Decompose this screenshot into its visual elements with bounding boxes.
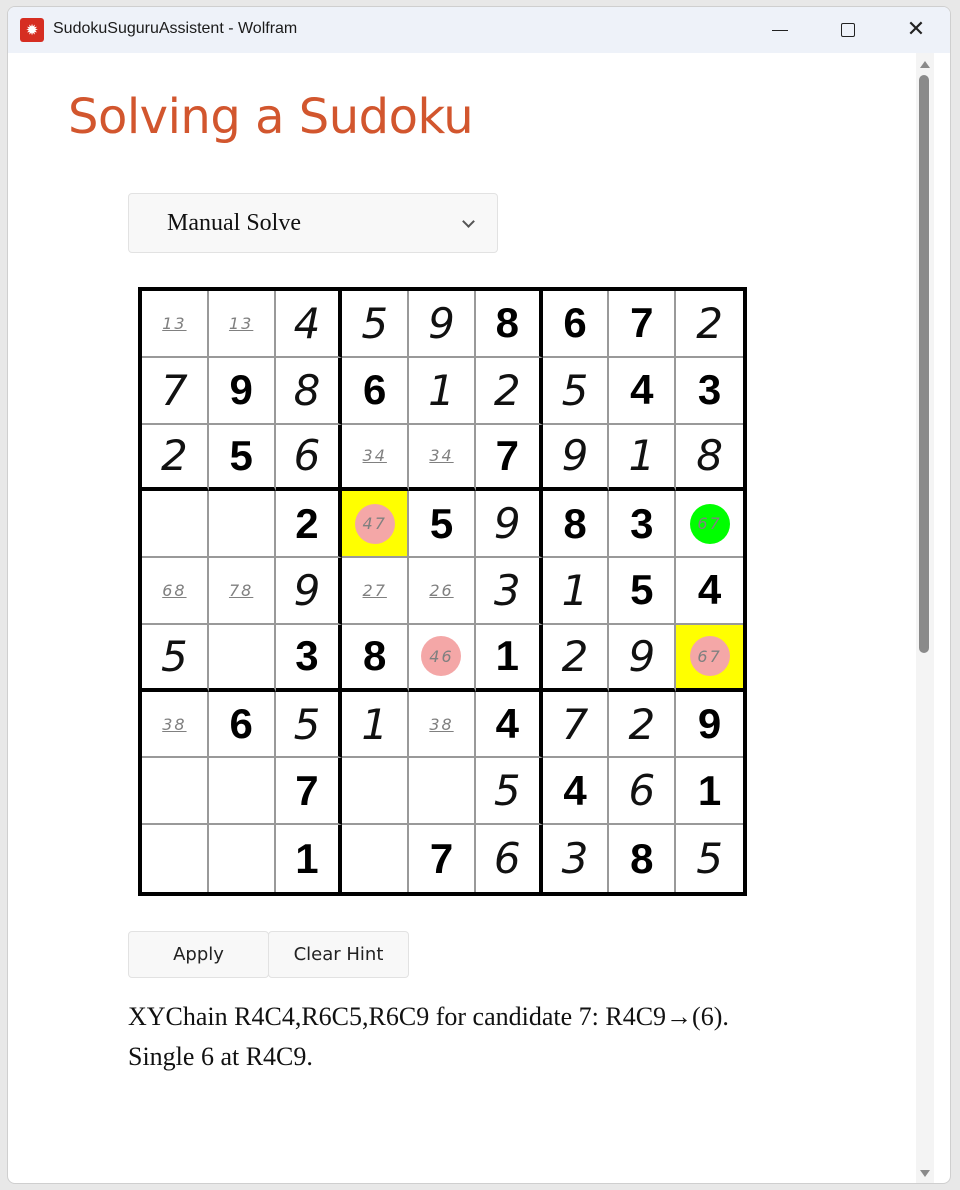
cell-r6c7[interactable] xyxy=(543,625,610,692)
solved-digit: 1 xyxy=(561,565,589,615)
solve-mode-value: Manual Solve xyxy=(167,209,301,236)
scroll-up-arrow-icon[interactable] xyxy=(920,61,930,68)
given-digit: 8 xyxy=(363,632,387,680)
cell-r1c5[interactable] xyxy=(409,291,476,358)
title-bar xyxy=(8,7,950,53)
solved-digit: 4 xyxy=(293,298,321,348)
solved-digit: 5 xyxy=(161,631,188,681)
hint-explanation xyxy=(128,997,848,1077)
cell-r6c1[interactable] xyxy=(142,625,209,692)
maximize-button[interactable] xyxy=(814,7,882,53)
cell-candidates: 34 xyxy=(362,446,387,466)
given-digit: 3 xyxy=(295,632,319,680)
solved-digit: 2 xyxy=(561,631,589,681)
cell-r2c9[interactable] xyxy=(676,358,743,425)
given-digit: 6 xyxy=(563,299,587,347)
solved-digit: 5 xyxy=(361,298,389,348)
cell-r9c5[interactable] xyxy=(409,825,476,892)
cell-r2c7[interactable] xyxy=(543,358,610,425)
solved-digit: 5 xyxy=(561,365,589,415)
solved-digit: 3 xyxy=(493,565,521,615)
solved-digit: 1 xyxy=(361,699,389,749)
cell-r2c3[interactable] xyxy=(276,358,343,425)
given-digit: 5 xyxy=(229,431,253,479)
given-digit: 2 xyxy=(295,499,319,547)
cell-candidates: 27 xyxy=(362,580,387,600)
cell-r2c4[interactable] xyxy=(342,358,409,425)
solved-digit: 7 xyxy=(161,365,188,415)
cell-r1c3[interactable] xyxy=(276,291,343,358)
given-digit: 1 xyxy=(295,834,319,882)
app-window xyxy=(7,6,951,1184)
cell-r3c8[interactable] xyxy=(609,425,676,492)
solved-digit: 5 xyxy=(696,834,723,884)
cell-r6c9[interactable] xyxy=(676,625,743,692)
chain-candidate-marker: 46 xyxy=(421,636,461,676)
solved-digit: 1 xyxy=(628,431,656,481)
solved-digit: 5 xyxy=(493,766,521,816)
cell-r8c8[interactable] xyxy=(609,758,676,825)
cell-r4c1[interactable] xyxy=(142,491,209,558)
cell-r1c4[interactable] xyxy=(342,291,409,358)
cell-r2c6[interactable] xyxy=(476,358,543,425)
cell-candidates: 38 xyxy=(429,714,454,734)
chain-candidate-marker: 47 xyxy=(355,504,395,544)
given-digit: 3 xyxy=(630,499,654,547)
cell-r8c1[interactable] xyxy=(142,758,209,825)
scroll-down-arrow-icon[interactable] xyxy=(920,1170,930,1177)
given-digit: 7 xyxy=(630,299,654,347)
cell-r9c4[interactable] xyxy=(342,825,409,892)
given-digit: 9 xyxy=(229,366,253,414)
solved-digit: 9 xyxy=(628,631,656,681)
solved-digit: 8 xyxy=(293,365,321,415)
cell-r3c7[interactable] xyxy=(543,425,610,492)
cell-r7c8[interactable] xyxy=(609,692,676,759)
solved-digit: 6 xyxy=(293,431,321,481)
given-digit: 4 xyxy=(630,366,654,414)
solve-mode-dropdown[interactable] xyxy=(128,193,498,253)
solved-digit: 9 xyxy=(293,565,321,615)
target-candidate-marker: 67 xyxy=(690,504,730,544)
cell-r3c6[interactable] xyxy=(476,425,543,492)
apply-button[interactable]: Apply xyxy=(128,931,269,978)
given-digit: 6 xyxy=(363,366,387,414)
cell-r8c3[interactable] xyxy=(276,758,343,825)
cell-r7c3[interactable] xyxy=(276,692,343,759)
solved-digit: 2 xyxy=(628,699,656,749)
cell-r3c9[interactable] xyxy=(676,425,743,492)
close-icon: ✕ xyxy=(906,17,926,42)
given-digit: 4 xyxy=(563,766,587,814)
cell-r5c2[interactable] xyxy=(209,558,276,625)
solved-digit: 9 xyxy=(493,499,521,549)
maximize-icon xyxy=(841,23,855,37)
cell-r5c1[interactable] xyxy=(142,558,209,625)
cell-r3c5[interactable] xyxy=(409,425,476,492)
close-button[interactable] xyxy=(882,7,950,53)
vertical-scrollbar[interactable] xyxy=(916,53,934,1184)
cell-r9c6[interactable] xyxy=(476,825,543,892)
given-digit: 7 xyxy=(429,834,454,882)
cell-r1c9[interactable] xyxy=(676,291,743,358)
given-digit: 5 xyxy=(429,499,454,547)
cell-r8c5[interactable] xyxy=(409,758,476,825)
cell-r6c3[interactable] xyxy=(276,625,343,692)
cell-r7c9[interactable] xyxy=(676,692,743,759)
cell-candidates: 78 xyxy=(228,580,254,600)
solved-digit: 2 xyxy=(696,298,723,348)
cell-r7c1[interactable] xyxy=(142,692,209,759)
cell-r5c4[interactable] xyxy=(342,558,409,625)
chain-candidate-marker: 67 xyxy=(690,636,730,676)
hint-line-1: XYChain R4C4,R6C5,R6C9 for candidate 7: R4C9→(6). xyxy=(128,1002,729,1031)
cell-r9c9[interactable] xyxy=(676,825,743,892)
given-digit: 1 xyxy=(697,766,722,814)
cell-r6c8[interactable] xyxy=(609,625,676,692)
given-digit: 7 xyxy=(295,766,319,814)
cell-r4c8[interactable] xyxy=(609,491,676,558)
given-digit: 5 xyxy=(630,566,654,614)
cell-r8c9[interactable] xyxy=(676,758,743,825)
cell-r3c4[interactable] xyxy=(342,425,409,492)
cell-r9c2[interactable] xyxy=(209,825,276,892)
cell-r4c6[interactable] xyxy=(476,491,543,558)
minimize-button[interactable] xyxy=(746,7,814,53)
cell-r6c6[interactable] xyxy=(476,625,543,692)
solved-digit: 2 xyxy=(493,365,521,415)
cell-r7c4[interactable] xyxy=(342,692,409,759)
given-digit: 8 xyxy=(563,499,587,547)
cell-r1c1[interactable] xyxy=(142,291,209,358)
clear-hint-button[interactable]: Clear Hint xyxy=(268,931,409,978)
cell-r4c7[interactable] xyxy=(543,491,610,558)
cell-r5c6[interactable] xyxy=(476,558,543,625)
solved-digit: 5 xyxy=(293,699,321,749)
cell-r8c2[interactable] xyxy=(209,758,276,825)
cell-r1c6[interactable] xyxy=(476,291,543,358)
cell-r4c3[interactable] xyxy=(276,491,343,558)
cell-candidates: 38 xyxy=(162,714,187,734)
cell-r5c8[interactable] xyxy=(609,558,676,625)
cell-r8c4[interactable] xyxy=(342,758,409,825)
cell-r7c6[interactable] xyxy=(476,692,543,759)
cell-candidates: 26 xyxy=(429,580,454,600)
solved-digit: 6 xyxy=(493,834,521,884)
cell-r8c7[interactable] xyxy=(543,758,610,825)
minimize-icon xyxy=(772,30,788,31)
given-digit: 7 xyxy=(495,431,519,479)
cell-candidates: 13 xyxy=(162,313,187,333)
wolfram-spikey-icon: ✹ xyxy=(20,18,44,42)
cell-r2c2[interactable] xyxy=(209,358,276,425)
given-digit: 1 xyxy=(495,632,519,680)
chevron-down-icon xyxy=(462,215,475,228)
cell-r9c3[interactable] xyxy=(276,825,343,892)
cell-r5c5[interactable] xyxy=(409,558,476,625)
cell-r9c1[interactable] xyxy=(142,825,209,892)
given-digit: 4 xyxy=(697,566,722,614)
cell-r8c6[interactable] xyxy=(476,758,543,825)
cell-r4c9[interactable] xyxy=(676,491,743,558)
cell-r9c8[interactable] xyxy=(609,825,676,892)
sudoku-grid xyxy=(138,287,747,896)
window-title: SudokuSuguruAssistent - Wolfram xyxy=(53,20,298,37)
given-digit: 3 xyxy=(697,366,722,414)
cell-r5c9[interactable] xyxy=(676,558,743,625)
cell-r4c2[interactable] xyxy=(209,491,276,558)
cell-r5c3[interactable] xyxy=(276,558,343,625)
cell-r6c5[interactable] xyxy=(409,625,476,692)
cell-r1c2[interactable] xyxy=(209,291,276,358)
given-digit: 8 xyxy=(630,834,654,882)
cell-candidates: 34 xyxy=(429,446,454,466)
cell-r3c2[interactable] xyxy=(209,425,276,492)
cell-r4c5[interactable] xyxy=(409,491,476,558)
given-digit: 8 xyxy=(495,299,519,347)
cell-r6c2[interactable] xyxy=(209,625,276,692)
cell-candidates: 13 xyxy=(228,313,254,333)
given-digit: 4 xyxy=(495,700,519,748)
notebook-content xyxy=(8,53,934,1184)
scroll-thumb[interactable] xyxy=(919,75,929,653)
cell-r6c4[interactable] xyxy=(342,625,409,692)
cell-r2c5[interactable] xyxy=(409,358,476,425)
solved-digit: 2 xyxy=(161,431,188,481)
cell-r3c1[interactable] xyxy=(142,425,209,492)
solved-digit: 8 xyxy=(696,431,723,481)
cell-candidates: 68 xyxy=(162,580,187,600)
cell-r7c5[interactable] xyxy=(409,692,476,759)
cell-r7c2[interactable] xyxy=(209,692,276,759)
cell-r4c4[interactable] xyxy=(342,491,409,558)
solved-digit: 7 xyxy=(561,699,589,749)
cell-r7c7[interactable] xyxy=(543,692,610,759)
solved-digit: 9 xyxy=(428,298,455,348)
solved-digit: 3 xyxy=(561,834,589,884)
page-title: Solving a Sudoku xyxy=(68,89,474,145)
solved-digit: 1 xyxy=(428,365,455,415)
hint-line-2: Single 6 at R4C9. xyxy=(128,1042,313,1071)
cell-r5c7[interactable] xyxy=(543,558,610,625)
cell-r3c3[interactable] xyxy=(276,425,343,492)
cell-r9c7[interactable] xyxy=(543,825,610,892)
cell-r2c8[interactable] xyxy=(609,358,676,425)
solved-digit: 9 xyxy=(561,431,589,481)
solved-digit: 6 xyxy=(628,766,656,816)
given-digit: 6 xyxy=(229,700,253,748)
given-digit: 9 xyxy=(697,700,722,748)
cell-r2c1[interactable] xyxy=(142,358,209,425)
cell-r1c8[interactable] xyxy=(609,291,676,358)
cell-r1c7[interactable] xyxy=(543,291,610,358)
